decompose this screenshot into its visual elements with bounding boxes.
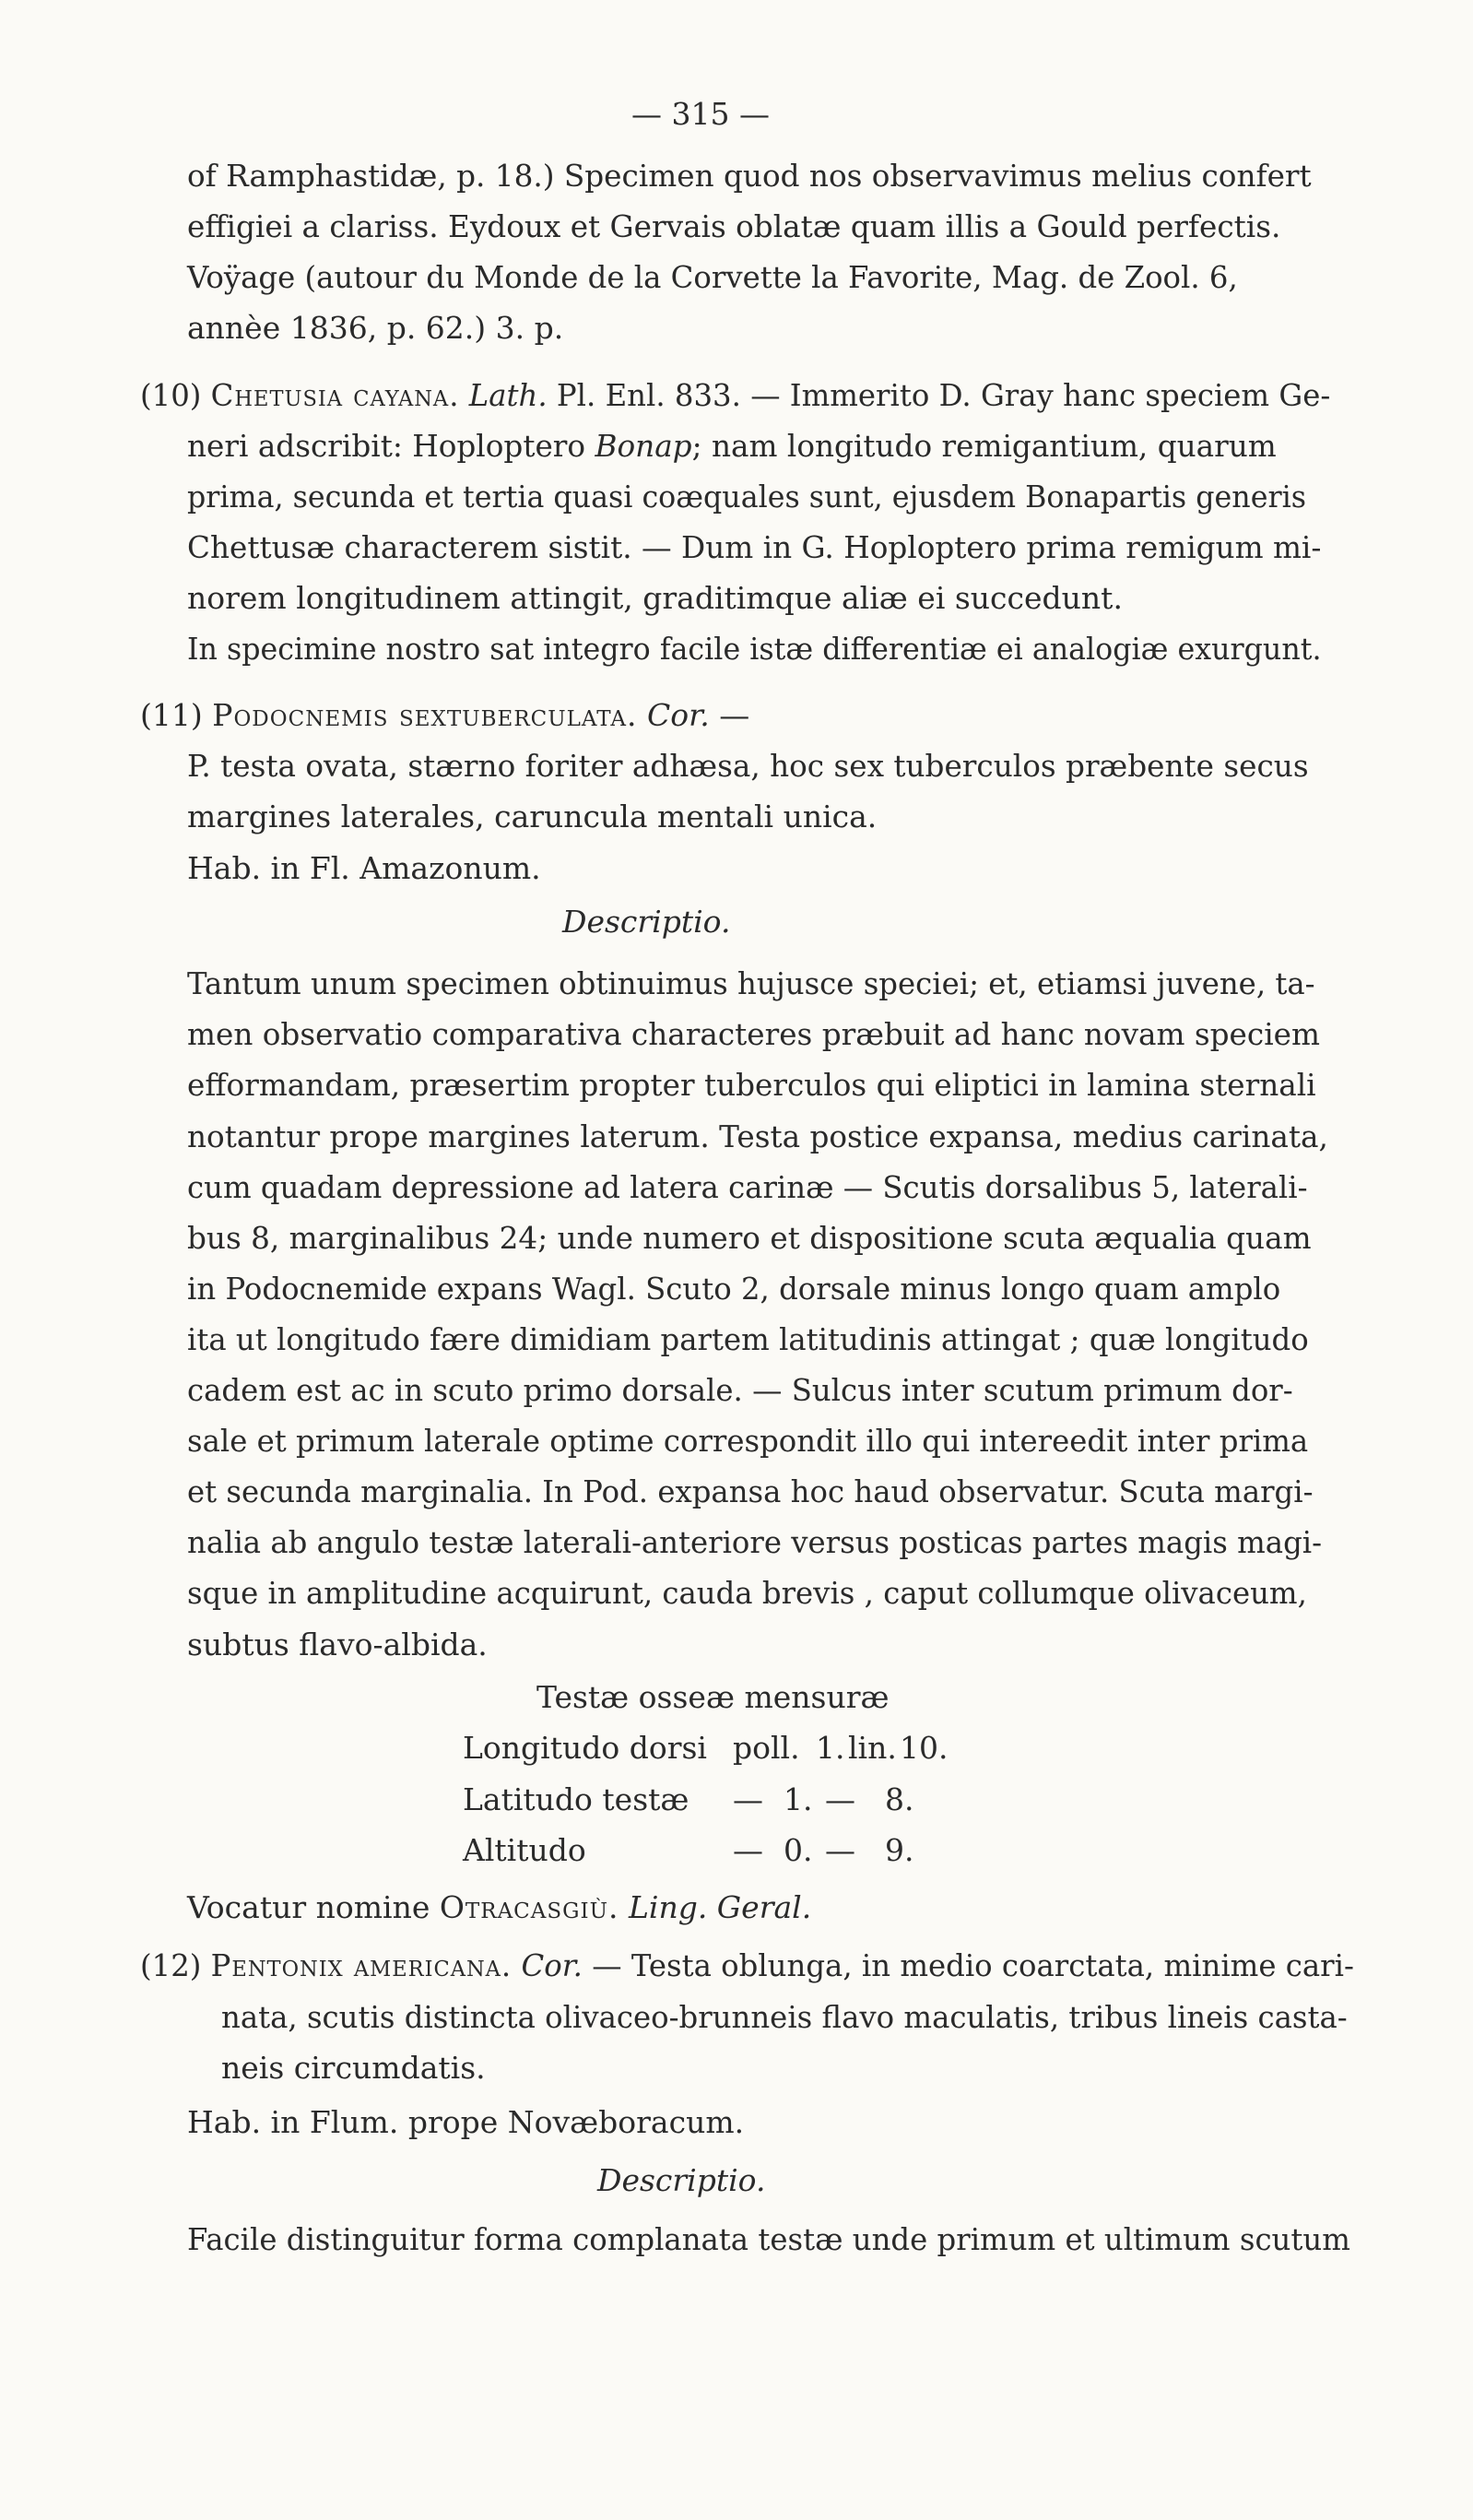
text-line: Tantum unum specimen obtinuimus hujusce speciei; et, etiamsi juvene, ta-	[187, 965, 1315, 1001]
measurement-unit: —	[825, 1781, 855, 1817]
text-line: Hab. in Flum. prope Novæboracum.	[187, 2104, 745, 2140]
text-line: nalia ab angulo testæ laterali-anteriore versus posticas partes magis magi-	[187, 1524, 1323, 1560]
section-heading: Descriptio.	[597, 2162, 766, 2198]
text-line: neis circumdatis.	[221, 2050, 486, 2086]
text-line: bus 8, marginalibus 24; unde numero et dispositione scuta æqualia quam	[187, 1220, 1312, 1256]
measurement-value: 9.	[885, 1832, 914, 1868]
text-line: Voÿage (autour du Monde de la Corvette la Favorite, Mag. de Zool. 6,	[187, 259, 1238, 295]
measurement-value: 0.	[784, 1832, 813, 1868]
species-author: Cor.	[521, 1947, 583, 1983]
language-name: Ling. Geral.	[628, 1889, 812, 1925]
text-line: prima, secunda et tertia quasi coæquales sunt, ejusdem Bonapartis generis	[187, 479, 1306, 515]
measurement-unit: —	[733, 1781, 763, 1817]
entry-heading	[140, 697, 749, 734]
text-line: of Ramphastidæ, p. 18.) Specimen quod nos observavimus melius confert	[187, 158, 1312, 194]
species-name: Pentonix americana.	[210, 1947, 513, 1983]
species-author: Lath.	[468, 377, 548, 413]
text-line: subtus flavo-albida.	[187, 1627, 488, 1662]
entry-number: (10)	[140, 377, 202, 413]
text-line: Facile distinguitur forma complanata testæ unde primum et ultimum scutum	[187, 2221, 1350, 2257]
text-line: margines laterales, caruncula mentali unica.	[187, 799, 878, 834]
measurement-label: Latitudo testæ	[463, 1781, 689, 1817]
entry-text: Pl. Enl. 833. — Immerito D. Gray hanc speciem Ge-	[556, 377, 1331, 413]
measurement-unit: —	[733, 1832, 763, 1868]
measurement-unit: lin.	[848, 1730, 897, 1766]
measurement-value: 8.	[885, 1781, 914, 1817]
measurement-value: 1.	[784, 1781, 813, 1817]
table-title: Testæ osseæ mensuræ	[536, 1679, 890, 1715]
genus-name: Bonap	[595, 428, 692, 464]
text-line: et secunda marginalia. In Pod. expansa hoc haud observatur. Scuta margi-	[187, 1473, 1314, 1509]
text-line: neri adscribit: Hoploptero Bonap; nam longitudo remigantium, quarum	[187, 428, 1277, 464]
entry-number: (11)	[140, 697, 203, 733]
text-line: ita ut longitudo fære dimidiam partem latitudinis attingat ; quæ longitudo	[187, 1321, 1309, 1357]
text-line: annèe 1836, p. 62.) 3. p.	[187, 310, 564, 346]
measurement-unit: poll.	[733, 1730, 800, 1766]
species-name: Podocnemis sextuberculata.	[212, 697, 638, 733]
text-line: norem longitudinem attingit, graditimque aliæ ei succedunt.	[187, 580, 1123, 616]
text-line: nata, scutis distincta olivaceo-brunneis flavo maculatis, tribus lineis casta-	[221, 1999, 1348, 2035]
entry-heading	[140, 1947, 1354, 1984]
text-line: Vocatur nomine Otracasgiù. Ling. Geral.	[187, 1889, 812, 1925]
text-line: men observatio comparativa characteres præbuit ad hanc novam speciem	[187, 1016, 1320, 1052]
text-line: notantur prope margines laterum. Testa postice expansa, medius carinata,	[187, 1118, 1328, 1154]
text-line: sque in amplitudine acquirunt, cauda brevis , caput collumque olivaceum,	[187, 1575, 1307, 1611]
native-name: Otracasgiù.	[439, 1889, 619, 1925]
entry-text: — Testa oblunga, in medio coarctata, minime cari-	[592, 1947, 1354, 1983]
entry-number: (12)	[140, 1947, 202, 1983]
text-line: cum quadam depressione ad latera carinæ — Scutis dorsalibus 5, laterali-	[187, 1169, 1308, 1205]
page-number: — 315 —	[631, 96, 770, 132]
measurement-label: Longitudo dorsi	[463, 1730, 707, 1766]
text-line: Chettusæ characterem sistit. — Dum in G. Hoploptero prima remigum mi-	[187, 529, 1322, 565]
text-line: effigiei a clariss. Eydoux et Gervais oblatæ quam illis a Gould perfectis.	[187, 208, 1281, 244]
text-line: Hab. in Fl. Amazonum.	[187, 850, 541, 886]
text-line: sale et primum laterale optime correspondit illo qui intereedit inter prima	[187, 1423, 1309, 1459]
text-line: cadem est ac in scuto primo dorsale. — Sulcus inter scutum primum dor-	[187, 1372, 1293, 1408]
entry-text: —	[719, 697, 750, 733]
species-name: Chetusia cayana.	[210, 377, 460, 413]
measurement-value: 1.	[816, 1730, 845, 1766]
text-line: In specimine nostro sat integro facile istæ differentiæ ei analogiæ exurgunt.	[187, 631, 1322, 667]
text-line: efformandam, præsertim propter tuberculos qui eliptici in lamina sternali	[187, 1067, 1316, 1103]
text-line: in Podocnemide expans Wagl. Scuto 2, dorsale minus longo quam amplo	[187, 1271, 1281, 1307]
measurement-label: Altitudo	[463, 1832, 586, 1868]
measurement-unit: —	[825, 1832, 855, 1868]
measurement-value: 10.	[900, 1730, 949, 1766]
species-author: Cor.	[646, 697, 710, 733]
entry-heading	[140, 377, 1330, 414]
text-line: P. testa ovata, stærno foriter adhæsa, hoc sex tuberculos præbente secus	[187, 748, 1309, 784]
section-heading: Descriptio.	[562, 904, 731, 940]
